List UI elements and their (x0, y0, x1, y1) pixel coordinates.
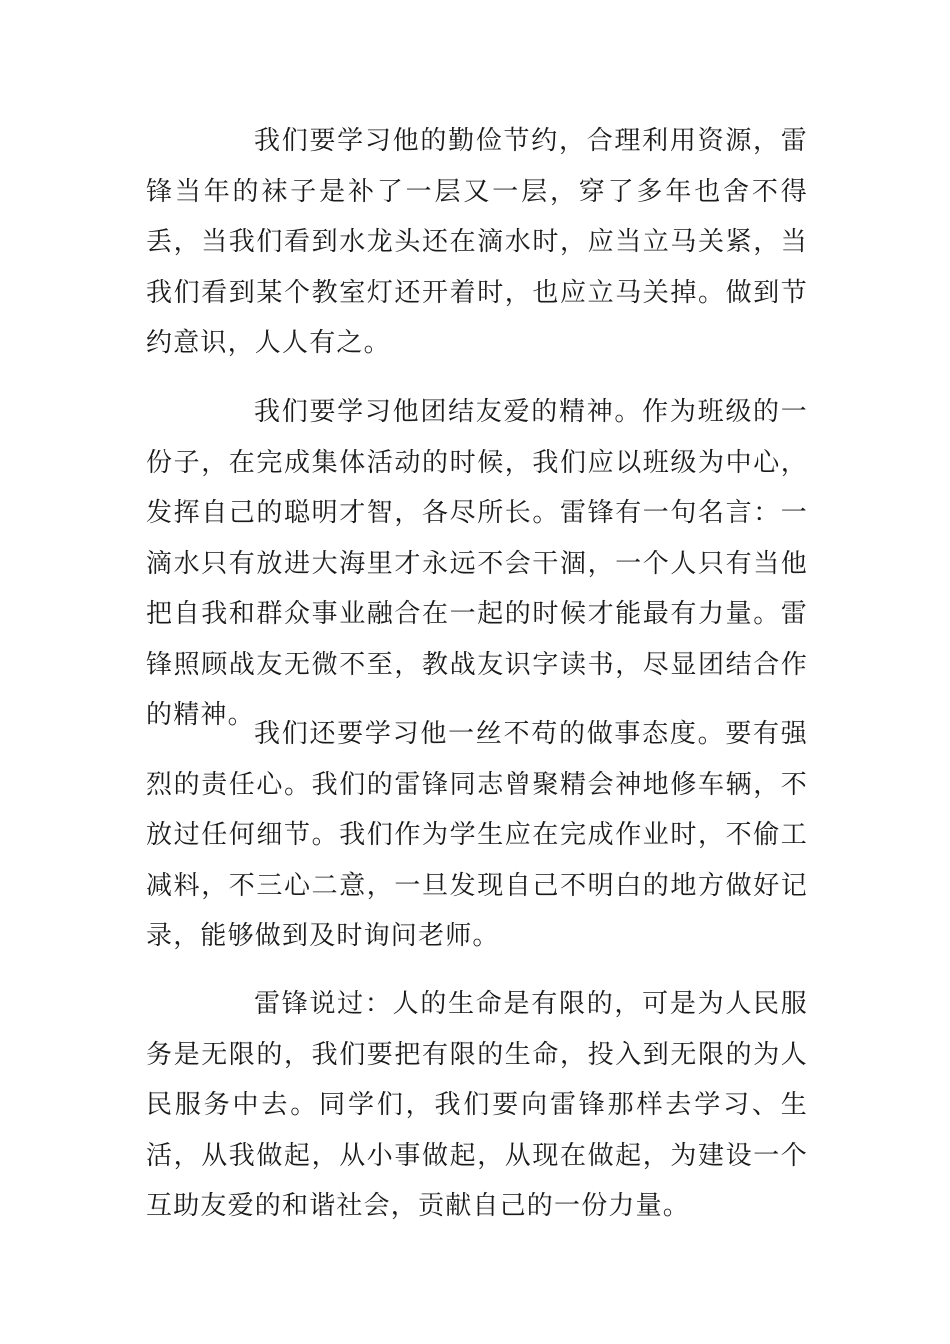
paragraph-conclusion: 雷锋说过：人的生命是有限的，可是为人民服务是无限的，我们要把有限的生命，投入到无限的为人民服务中去。同学们，我们要向雷锋那样去学习、生活，从我做起，从小事做起，从现在做起，为建设一个互助友爱的和谐社会，贡献自己的一份力量。 (146, 989, 808, 1221)
paragraph-unity: 我们要学习他团结友爱的精神。作为班级的一份子，在完成集体活动的时候，我们应以班级为中心，发挥自己的聪明才智，各尽所长。雷锋有一句名言：一滴水只有放进大海里才永远不会干涸，一个人只有当他把自我和群众事业融合在一起的时候才能最有力量。雷锋照顾战友无微不至，教战友识字读书，尽显团结合作的精神。 (146, 397, 808, 730)
paragraph-frugality: 我们要学习他的勤俭节约，合理利用资源，雷锋当年的袜子是补了一层又一层，穿了多年也舍不得丢，当我们看到水龙头还在滴水时，应当立马关紧，当我们看到某个教室灯还开着时，也应立马关掉。做到节约意识，人人有之。 (146, 126, 808, 358)
paragraph-diligence: 我们还要学习他一丝不苟的做事态度。要有强烈的责任心。我们的雷锋同志曾聚精会神地修车辆，不放过任何细节。我们作为学生应在完成作业时，不偷工减料，不三心二意，一旦发现自己不明白的地方做好记录，能够做到及时询问老师。 (146, 719, 808, 951)
